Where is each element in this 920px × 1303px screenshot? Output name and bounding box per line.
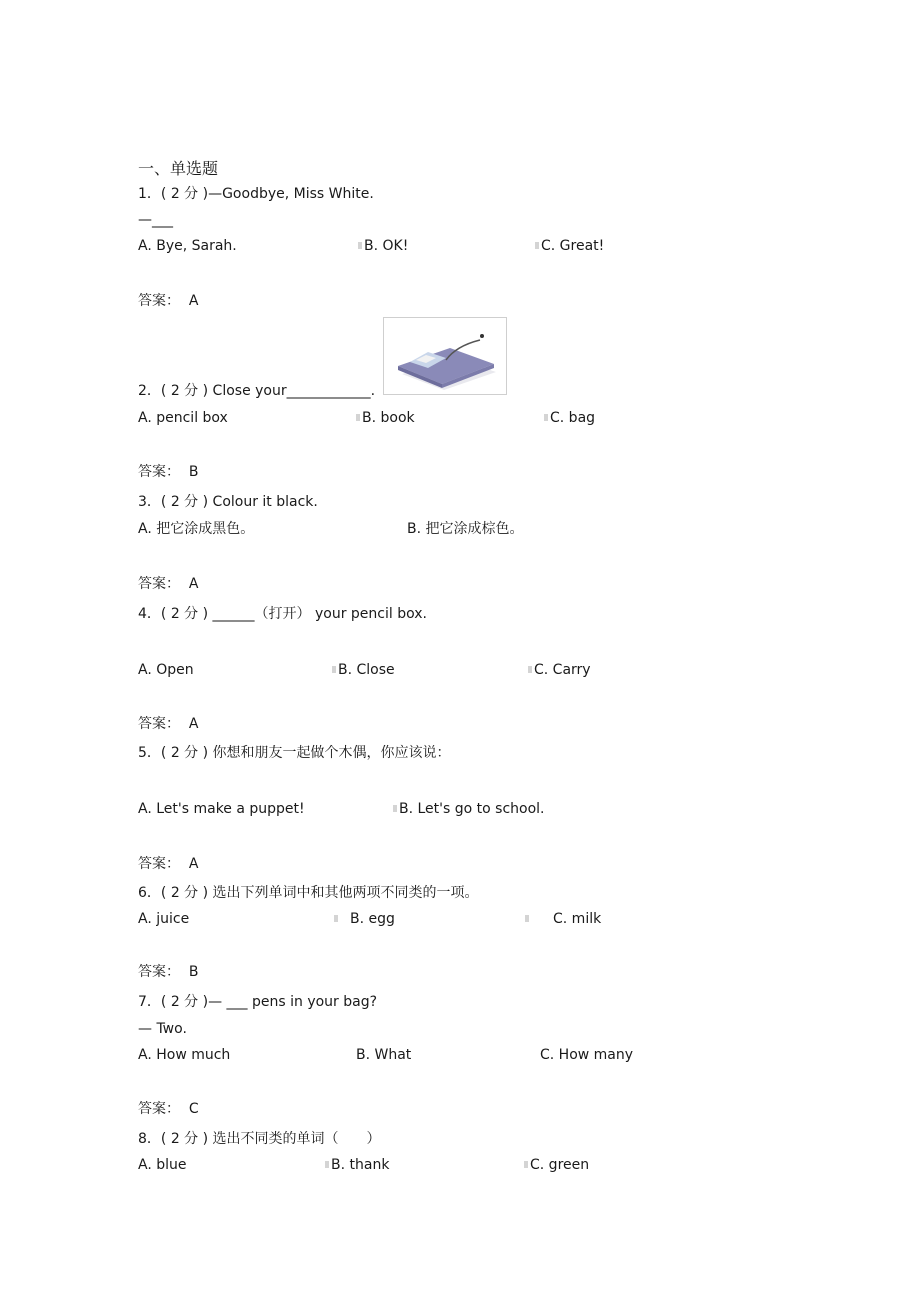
section-title: 一、单选题	[138, 159, 219, 178]
option-b: B. 把它涂成棕色。	[407, 521, 524, 537]
answer-label: 答案：	[138, 576, 180, 592]
book-illustration	[384, 318, 506, 394]
answer-value: B	[188, 964, 199, 980]
option-c	[528, 661, 591, 679]
option-b	[334, 910, 395, 928]
book-picture	[383, 317, 507, 395]
option-c-text: C. green	[530, 1157, 590, 1173]
marker-icon	[332, 666, 336, 673]
option-b-text: B. thank	[331, 1157, 390, 1173]
question-stem-reply: — Two.	[138, 1021, 187, 1037]
option-b	[332, 661, 395, 679]
answer	[138, 963, 199, 981]
answer-value: A	[188, 856, 199, 872]
answer-label: 答案：	[138, 1101, 180, 1117]
answer-label: 答案：	[138, 856, 180, 872]
answer	[138, 855, 198, 873]
answer	[138, 1100, 199, 1118]
marker-icon	[334, 915, 338, 922]
answer-label: 答案：	[138, 293, 180, 309]
marker-icon	[535, 242, 539, 249]
option-a: A. Let's make a puppet!	[138, 801, 305, 817]
marker-icon	[393, 805, 397, 812]
answer-label: 答案：	[138, 464, 180, 480]
question-stem: 8．( 2 分 ) 选出不同类的单词（ ）	[138, 1131, 381, 1147]
option-b-text: B. OK!	[364, 238, 409, 254]
option-b	[393, 800, 545, 818]
answer-value: A	[188, 716, 199, 732]
question-stem-reply: —___	[138, 212, 173, 228]
marker-icon	[356, 414, 360, 421]
marker-icon	[525, 915, 529, 922]
question-stem: 2．( 2 分 ) Close your____________.	[138, 383, 376, 399]
answer-value: A	[188, 293, 199, 309]
option-c-text: C. Great!	[541, 238, 605, 254]
answer-value: B	[188, 464, 199, 480]
answer	[138, 715, 198, 733]
answer-label: 答案：	[138, 716, 180, 732]
marker-icon	[524, 1161, 528, 1168]
question-stem: 1．( 2 分 )—Goodbye, Miss White.	[138, 186, 374, 202]
option-c	[525, 910, 601, 928]
option-b	[325, 1156, 389, 1174]
answer	[138, 575, 198, 593]
option-c	[535, 237, 604, 255]
option-b	[358, 237, 408, 255]
answer	[138, 292, 198, 310]
option-a: A. Open	[138, 662, 194, 678]
marker-icon	[325, 1161, 329, 1168]
option-c-text: C. milk	[553, 911, 602, 927]
option-c-text: C. bag	[550, 410, 596, 426]
answer	[138, 463, 199, 481]
question-stem: 5．( 2 分 ) 你想和朋友一起做个木偶，你应该说：	[138, 745, 451, 761]
answer-label: 答案：	[138, 964, 180, 980]
marker-icon	[358, 242, 362, 249]
option-b-text: B. egg	[350, 911, 395, 927]
option-b	[356, 409, 415, 427]
option-c	[524, 1156, 589, 1174]
option-b-text: B. book	[362, 410, 415, 426]
option-a: A. Bye, Sarah.	[138, 238, 237, 254]
option-b-text: B. Close	[338, 662, 395, 678]
option-a: A. blue	[138, 1157, 187, 1173]
answer-value: C	[188, 1101, 199, 1117]
marker-icon	[528, 666, 532, 673]
option-c	[544, 409, 595, 427]
option-b: B. What	[356, 1047, 412, 1063]
option-c-text: C. Carry	[534, 662, 591, 678]
marker-icon	[544, 414, 548, 421]
answer-value: A	[188, 576, 199, 592]
option-c: C. How many	[540, 1047, 634, 1063]
option-b-text: B. Let's go to school.	[399, 801, 545, 817]
option-a: A. 把它涂成黑色。	[138, 521, 255, 537]
question-stem: 6．( 2 分 ) 选出下列单词中和其他两项不同类的一项。	[138, 885, 479, 901]
option-a: A. How much	[138, 1047, 231, 1063]
question-stem: 7．( 2 分 )— ___ pens in your bag?	[138, 994, 378, 1010]
option-a: A. juice	[138, 911, 190, 927]
question-stem: 4．( 2 分 ) ______（打开） your pencil box.	[138, 606, 427, 622]
option-a: A. pencil box	[138, 410, 228, 426]
question-stem: 3．( 2 分 ) Colour it black.	[138, 494, 318, 510]
